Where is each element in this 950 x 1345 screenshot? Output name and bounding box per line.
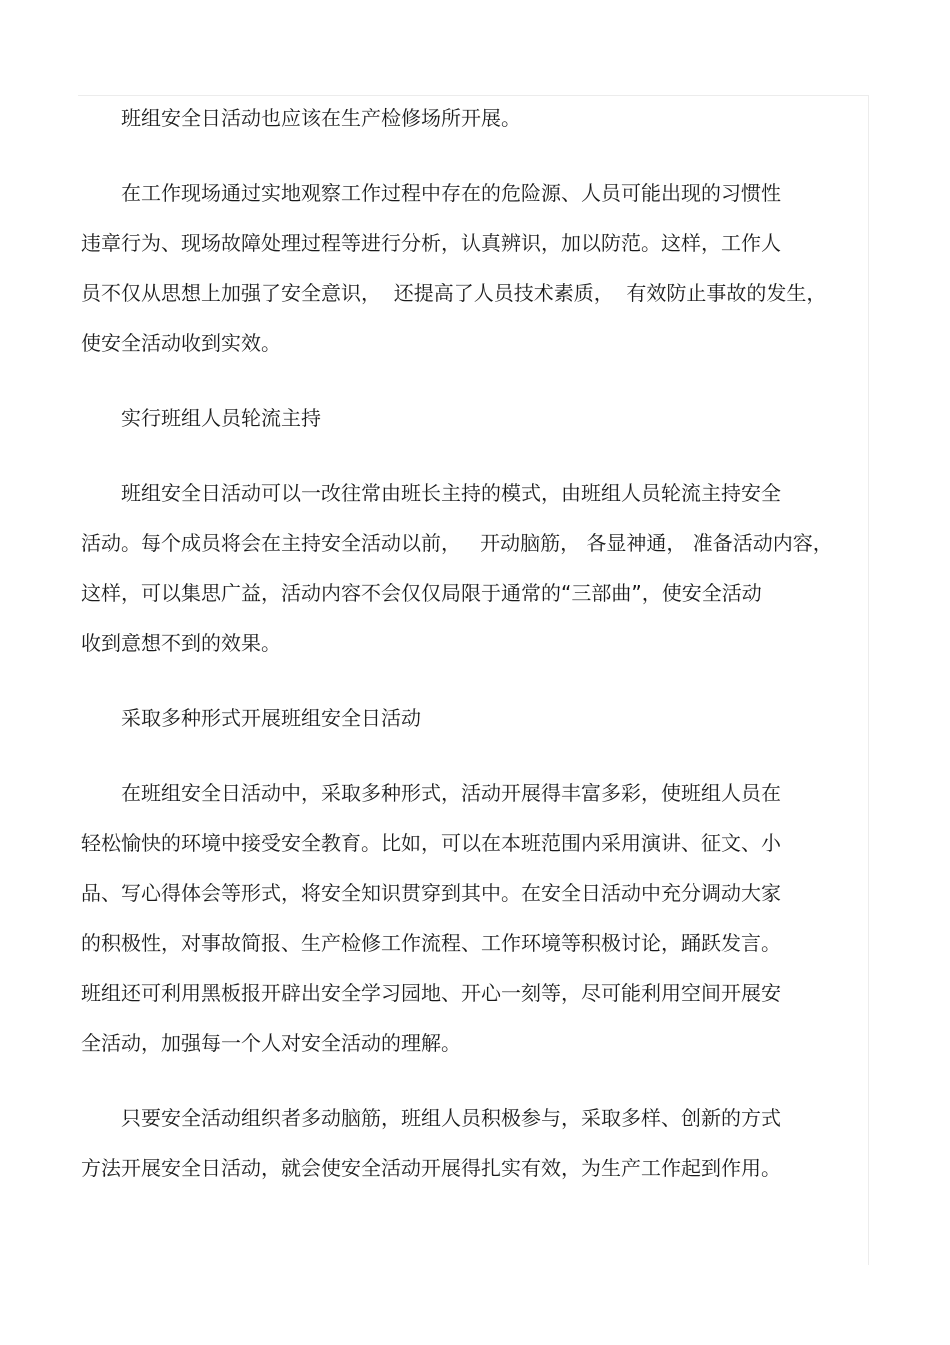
- page-frame: [78, 95, 869, 1265]
- paragraph-line: 班组还可利用黑板报开辟出安全学习园地、开心一刻等，尽可能利用空间开展安: [81, 981, 781, 1005]
- paragraph-line: 在班组安全日活动中，采取多种形式，活动开展得丰富多彩，使班组人员在: [121, 781, 781, 805]
- section-heading: 采取多种形式开展班组安全日活动: [121, 706, 421, 730]
- paragraph-line: 轻松愉快的环境中接受安全教育。比如，可以在本班范围内采用演讲、征文、小: [81, 831, 781, 855]
- paragraph-line: 违章行为、现场故障处理过程等进行分析，认真辨识，加以防范。这样，工作人: [81, 231, 781, 255]
- paragraph-line: 的积极性，对事故简报、生产检修工作流程、工作环境等积极讨论，踊跃发言。: [81, 931, 781, 955]
- paragraph-line: 在工作现场通过实地观察工作过程中存在的危险源、人员可能出现的习惯性: [121, 181, 781, 205]
- paragraph-line: 员不仅从思想上加强了安全意识， 还提高了人员技术素质， 有效防止事故的发生，: [81, 281, 827, 305]
- paragraph-line: 方法开展安全日活动，就会使安全活动开展得扎实有效，为生产工作起到作用。: [81, 1156, 781, 1180]
- paragraph-line: 这样，可以集思广益，活动内容不会仅仅局限于通常的“三部曲”，使安全活动: [81, 581, 762, 605]
- section-heading: 实行班组人员轮流主持: [121, 406, 321, 430]
- paragraph-line: 班组安全日活动可以一改往常由班长主持的模式，由班组人员轮流主持安全: [121, 481, 781, 505]
- paragraph-line: 品、写心得体会等形式，将安全知识贯穿到其中。在安全日活动中充分调动大家: [81, 881, 781, 905]
- paragraph-line: 班组安全日活动也应该在生产检修场所开展。: [121, 106, 521, 130]
- paragraph-line: 使安全活动收到实效。: [81, 331, 281, 355]
- paragraph-line: 活动。每个成员将会在主持安全活动以前， 开动脑筋， 各显神通， 准备活动内容，: [81, 531, 833, 555]
- paragraph-line: 全活动，加强每一个人对安全活动的理解。: [81, 1031, 461, 1055]
- paragraph-line: 收到意想不到的效果。: [81, 631, 281, 655]
- paragraph-line: 只要安全活动组织者多动脑筋，班组人员积极参与，采取多样、创新的方式: [121, 1106, 781, 1130]
